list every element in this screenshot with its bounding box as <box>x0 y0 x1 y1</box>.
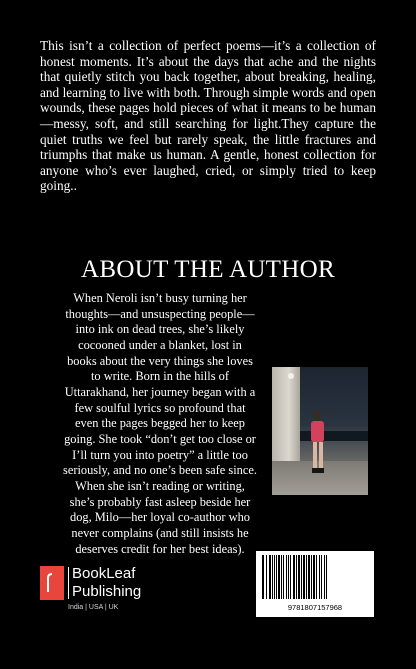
isbn-barcode <box>256 551 374 617</box>
isbn-number: 9781807157968 <box>287 603 343 612</box>
barcode-bar <box>306 555 307 599</box>
about-author-heading: ABOUT THE AUTHOR <box>81 256 335 283</box>
barcode-bar <box>288 555 289 599</box>
barcode-bar <box>303 555 305 599</box>
barcode-bar <box>290 555 291 599</box>
publisher-logo-icon <box>40 566 64 600</box>
barcode-bars <box>260 555 370 601</box>
barcode-bar <box>281 555 282 599</box>
photo-wall-light <box>288 373 294 379</box>
barcode-bar <box>283 555 284 599</box>
barcode-bar <box>266 555 267 599</box>
photo-figure-head <box>313 411 321 421</box>
barcode-bar <box>321 555 322 599</box>
barcode-bar <box>298 555 300 599</box>
barcode-bar <box>262 555 264 599</box>
barcode-bar <box>276 555 277 599</box>
photo-figure-shoes <box>312 468 324 473</box>
author-photo <box>272 367 368 495</box>
barcode-bar <box>269 555 271 599</box>
barcode-bar <box>272 555 273 599</box>
barcode-bar <box>308 555 310 599</box>
barcode-bar <box>313 555 315 599</box>
photo-figure-legs <box>313 442 323 469</box>
book-blurb: This isn’t a collection of perfect poems—it’s a collection of honest moments. It’s about the days that ache and the nights that quietly stitch you back together, about breaking, healing, and learning to live with both. Through simple words and open wounds, these pages hold pieces of what it means to be human—messy, soft, and still searching for light.They capture the quiet truths we feel but rarely speak, the little fractures and triumphs that make us human. A gentle, honest collection for anyone who’s ever laughed, cried, or simply tried to keep going.. <box>40 38 376 194</box>
barcode-bar <box>319 555 320 599</box>
publisher-logo-divider <box>68 567 69 599</box>
publisher-name-line1: BookLeaf <box>72 565 136 582</box>
barcode-bar <box>311 555 312 599</box>
barcode-bar <box>326 555 327 599</box>
barcode-bar <box>274 555 275 599</box>
barcode-bar <box>293 555 295 599</box>
barcode-bar <box>316 555 317 599</box>
author-bio: When Neroli isn’t busy turning her thoughts—and unsuspecting people—into ink on dead trees, she’s likely cocooned under a blanket, lost in books about the very things she loves to write. Born in the hills of Uttarakhand, her journey began with a few soulful lyrics so profound that even the pages begged her to keep going. She took “don’t get too close or I’ll turn you into poetry” a little too seriously, and no one’s been safe since. When she isn’t reading or writing, she’s probably fast asleep beside her dog, Milo—her loyal co-author who never complains (and still insists he deserves credit for her best ideas). <box>63 291 257 556</box>
barcode-bar <box>278 555 280 599</box>
barcode-bar <box>301 555 302 599</box>
publisher-name-line2: Publishing <box>72 583 142 600</box>
barcode-bar <box>324 555 325 599</box>
barcode-bar <box>296 555 297 599</box>
photo-figure-dress <box>311 421 324 442</box>
barcode-bar <box>286 555 287 599</box>
publisher-tagline: India | USA | UK <box>68 604 119 611</box>
